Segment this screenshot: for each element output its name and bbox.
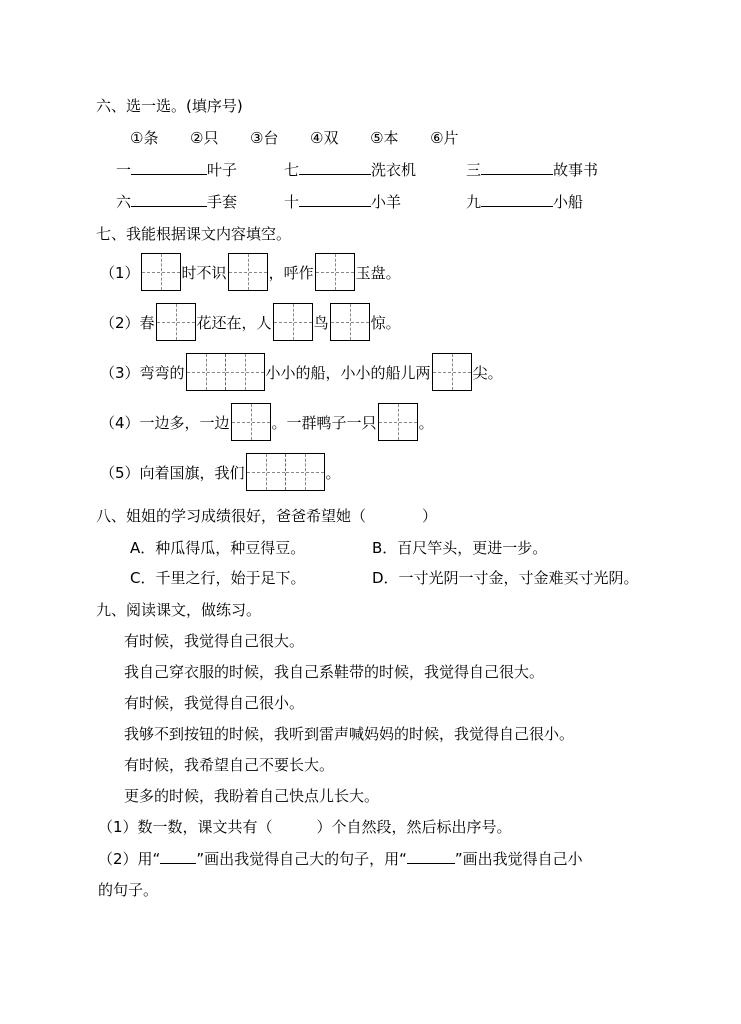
question-7-1: （1） 时不识 ，呼作 玉盘。: [100, 252, 401, 292]
choice-c[interactable]: C．千里之行，始于足下。: [130, 569, 306, 587]
question-7-2: （2）春 花还在，人 鸟 惊。: [100, 302, 401, 342]
tianzige-box[interactable]: [273, 303, 313, 341]
fill-item: 十 小羊: [284, 193, 402, 211]
option-4: ④双: [310, 129, 339, 147]
passage-paragraph: 我够不到按钮的时候，我听到雷声喊妈妈的时候，我觉得自己很小。: [124, 725, 575, 743]
passage-paragraph: 更多的时候，我盼着自己快点儿长大。: [124, 787, 380, 805]
fill-item: 七 洗衣机: [284, 161, 417, 179]
fill-item: 一 叶子: [116, 161, 238, 179]
answer-blank[interactable]: [481, 192, 553, 207]
choice-b[interactable]: B．百尺竿头，更进一步。: [372, 539, 548, 557]
tianzige-box[interactable]: [315, 253, 355, 291]
question-9-2-cont: 的句子。: [98, 881, 159, 899]
section-6-options: [130, 128, 459, 148]
answer-blank[interactable]: [299, 160, 371, 175]
underline-sample: [160, 849, 196, 864]
section-7-title: 七、我能根据课文内容填空。: [96, 225, 292, 243]
option-6: ⑥片: [430, 129, 459, 147]
tianzige-box[interactable]: [432, 353, 472, 391]
fill-item: 九 小船: [466, 193, 584, 211]
question-9-1: （1）数一数，课文共有（ ）个自然段，然后标出序号。: [98, 818, 512, 836]
passage-paragraph: 有时候，我觉得自己很大。: [124, 632, 305, 650]
answer-blank[interactable]: [131, 192, 207, 207]
section-6-title: 六、选一选。(填序号): [96, 97, 243, 115]
option-3: ③台: [250, 129, 279, 147]
answer-blank[interactable]: [131, 160, 207, 175]
tianzige-box[interactable]: [231, 403, 271, 441]
choice-a[interactable]: A．种瓜得瓜，种豆得豆。: [130, 539, 306, 557]
passage-paragraph: 有时候，我希望自己不要长大。: [124, 756, 335, 774]
section-8-title: 八、姐姐的学习成绩很好，爸爸希望她（ ）: [96, 507, 438, 525]
tianzige-box[interactable]: [246, 453, 325, 491]
tianzige-box[interactable]: [156, 303, 196, 341]
passage-paragraph: 有时候，我觉得自己很小。: [124, 694, 305, 712]
option-1: ①条: [130, 129, 159, 147]
answer-blank[interactable]: [481, 160, 553, 175]
underline-sample: [407, 849, 455, 864]
section-9-title: 九、阅读课文，做练习。: [96, 601, 262, 619]
passage-paragraph: 我自己穿衣服的时候，我自己系鞋带的时候，我觉得自己很大。: [124, 663, 545, 681]
question-9-2: （2）用“ ”画出我觉得自己大的句子，用“ ”画出我觉得自己小: [98, 850, 583, 868]
tianzige-box[interactable]: [141, 253, 181, 291]
tianzige-box[interactable]: [186, 353, 265, 391]
fill-item: 六 手套: [116, 193, 238, 211]
tianzige-box[interactable]: [378, 403, 418, 441]
option-2: ②只: [190, 129, 219, 147]
choice-d[interactable]: D．一寸光阴一寸金，寸金难买寸光阴。: [372, 569, 639, 587]
question-7-5: （5）向着国旗，我们 。: [100, 452, 341, 492]
question-7-4: （4）一边多，一边 。一群鸭子一只 。: [100, 402, 434, 442]
tianzige-box[interactable]: [228, 253, 268, 291]
question-7-3: （3）弯弯的 小小的船，小小的船儿两 尖。: [100, 352, 503, 392]
fill-item: 三 故事书: [466, 161, 599, 179]
tianzige-box[interactable]: [330, 303, 370, 341]
answer-blank[interactable]: [299, 192, 371, 207]
option-5: ⑤本: [370, 129, 399, 147]
